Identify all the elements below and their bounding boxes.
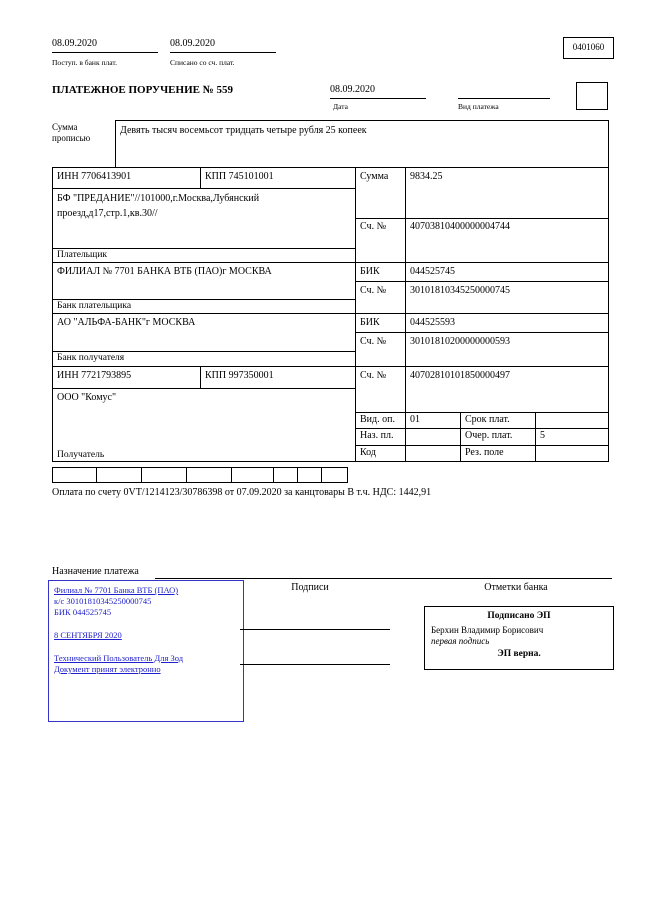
purpose-label: Назначение платежа: [52, 566, 139, 577]
payer-bank-account: 30101810345250000745: [410, 285, 510, 296]
signatures-title: Подписи: [291, 582, 329, 593]
grid-line-v: [535, 412, 536, 461]
grid-line-v: [608, 120, 609, 461]
reserve-field-label: Рез. поле: [465, 447, 504, 458]
signature-line: [240, 664, 390, 665]
amount-words-label: Сумма прописью: [52, 122, 91, 143]
grid-line-h: [52, 366, 608, 367]
payment-type-label: Вид платежа: [458, 102, 499, 111]
signature-line: [240, 629, 390, 630]
grid-line-h: [52, 262, 608, 263]
payer-bank-bik-label: БИК: [360, 266, 380, 277]
payment-type-box: [576, 82, 608, 110]
stamp-spacer: [54, 618, 238, 630]
code-label: Код: [360, 447, 376, 458]
grid-line-h: [52, 388, 355, 389]
payee-bank-account: 30101810200000000593: [410, 336, 510, 347]
date-debited-label: Списано со сч. плат.: [170, 58, 235, 67]
payee-kpp: КПП 997350001: [205, 370, 274, 381]
stamp-bik: БИК 044525745: [54, 607, 112, 617]
budget-fields-row: [52, 467, 348, 483]
priority-value: 5: [540, 430, 545, 441]
date-debited: 08.09.2020: [170, 38, 276, 53]
grid-line-h: [52, 188, 355, 189]
grid-line-h: [52, 248, 355, 249]
grid-line-v: [200, 167, 201, 188]
payee-section-label: Получатель: [57, 450, 105, 460]
purpose-underline: [155, 578, 612, 579]
grid-line-h: [355, 428, 608, 429]
bank-stamp: [48, 580, 244, 722]
payer-bank-account-label: Сч. №: [360, 285, 387, 296]
sum-value: 9834.25: [410, 171, 443, 182]
form-code-box: 0401060: [563, 37, 614, 59]
date-received: 08.09.2020: [52, 38, 158, 53]
grid-line-h: [355, 218, 608, 219]
esign-title: Подписано ЭП: [487, 611, 551, 621]
stamp-date: 8 СЕНТЯБРЯ 2020: [54, 630, 122, 640]
payee-account-label: Сч. №: [360, 370, 387, 381]
esign-box: [424, 606, 614, 670]
payer-account-label: Сч. №: [360, 221, 387, 232]
payment-type-field: [458, 84, 550, 99]
grid-line-v: [52, 167, 53, 461]
priority-label: Очер. плат.: [465, 430, 513, 441]
grid-line-h: [115, 120, 608, 121]
bank-marks-title: Отметки банка: [484, 582, 548, 593]
date-received-label: Поступ. в банк плат.: [52, 58, 117, 67]
payer-section-label: Плательщик: [57, 250, 108, 260]
grid-line-h: [52, 167, 608, 168]
grid-line-h: [355, 332, 608, 333]
due-date-label: Срок плат.: [465, 414, 510, 425]
stamp-spacer: [54, 641, 238, 653]
grid-line-v: [200, 366, 201, 388]
payer-name: БФ "ПРЕДАНИЕ"//101000,г.Москва,Лубянский проезд,д17,стр.1,кв.30//: [57, 193, 260, 219]
payer-bank-section-label: Банк плательщика: [57, 301, 132, 311]
date-label: Дата: [333, 102, 348, 111]
grid-line-v: [115, 120, 116, 167]
payer-bank-name: ФИЛИАЛ № 7701 БАНКА ВТБ (ПАО)г МОСКВА: [57, 266, 272, 277]
payee-name: ООО "Комус": [57, 392, 117, 403]
esign-signature-type: первая подпись: [431, 636, 490, 646]
payee-inn: ИНН 7721793895: [57, 370, 132, 381]
purpose-text: Оплата по счету 0VT/1214123/30786398 от 07.09.2020 за канцтовары В т.ч. НДС: 1442,91: [52, 487, 432, 498]
grid-line-v: [141, 468, 142, 482]
grid-line-v: [273, 468, 274, 482]
stamp-status: Документ принят электронно: [54, 664, 161, 674]
payer-kpp: КПП 745101001: [205, 171, 274, 182]
stamp-bank-name: Филиал № 7701 Банка ВТБ (ПАО): [54, 585, 179, 595]
grid-line-h: [355, 412, 608, 413]
grid-line-h: [52, 313, 608, 314]
payee-bank-name: АО "АЛЬФА-БАНК"г МОСКВА: [57, 317, 196, 328]
stamp-corr-account: к/с 30101810345250000745: [54, 596, 152, 606]
payee-bank-bik-label: БИК: [360, 317, 380, 328]
document-date: 08.09.2020: [330, 84, 426, 99]
grid-line-h: [355, 445, 608, 446]
grid-line-v: [186, 468, 187, 482]
stamp-operator: Технический Пользователь Для Зод: [54, 653, 184, 663]
esign-signer-name: Берхин Владимир Борисович: [431, 625, 544, 635]
esign-verified: ЭП верна.: [497, 649, 541, 659]
payee-bank-account-label: Сч. №: [360, 336, 387, 347]
grid-line-v: [231, 468, 232, 482]
grid-line-v: [321, 468, 322, 482]
payee-bank-bik: 044525593: [410, 317, 455, 328]
grid-line-h: [52, 299, 355, 300]
payee-account: 40702810101850000497: [410, 370, 510, 381]
grid-line-h: [52, 351, 355, 352]
payee-bank-section-label: Банк получателя: [57, 353, 125, 363]
payer-inn: ИНН 7706413901: [57, 171, 132, 182]
purpose-code-label: Наз. пл.: [360, 430, 394, 441]
op-type-value: 01: [410, 414, 420, 425]
grid-line-v: [297, 468, 298, 482]
grid-line-h: [355, 281, 608, 282]
payer-bank-bik: 044525745: [410, 266, 455, 277]
grid-line-v: [405, 167, 406, 461]
grid-line-h: [52, 461, 609, 462]
sum-label: Сумма: [360, 171, 389, 182]
grid-line-v: [96, 468, 97, 482]
page-title: ПЛАТЕЖНОЕ ПОРУЧЕНИЕ № 559: [52, 84, 234, 96]
amount-words-value: Девять тысяч восемьсот тридцать четыре рубля 25 копеек: [120, 125, 367, 136]
payer-account: 40703810400000004744: [410, 221, 510, 232]
grid-line-v: [355, 167, 356, 461]
op-type-label: Вид. оп.: [360, 414, 395, 425]
grid-line-v: [460, 412, 461, 461]
